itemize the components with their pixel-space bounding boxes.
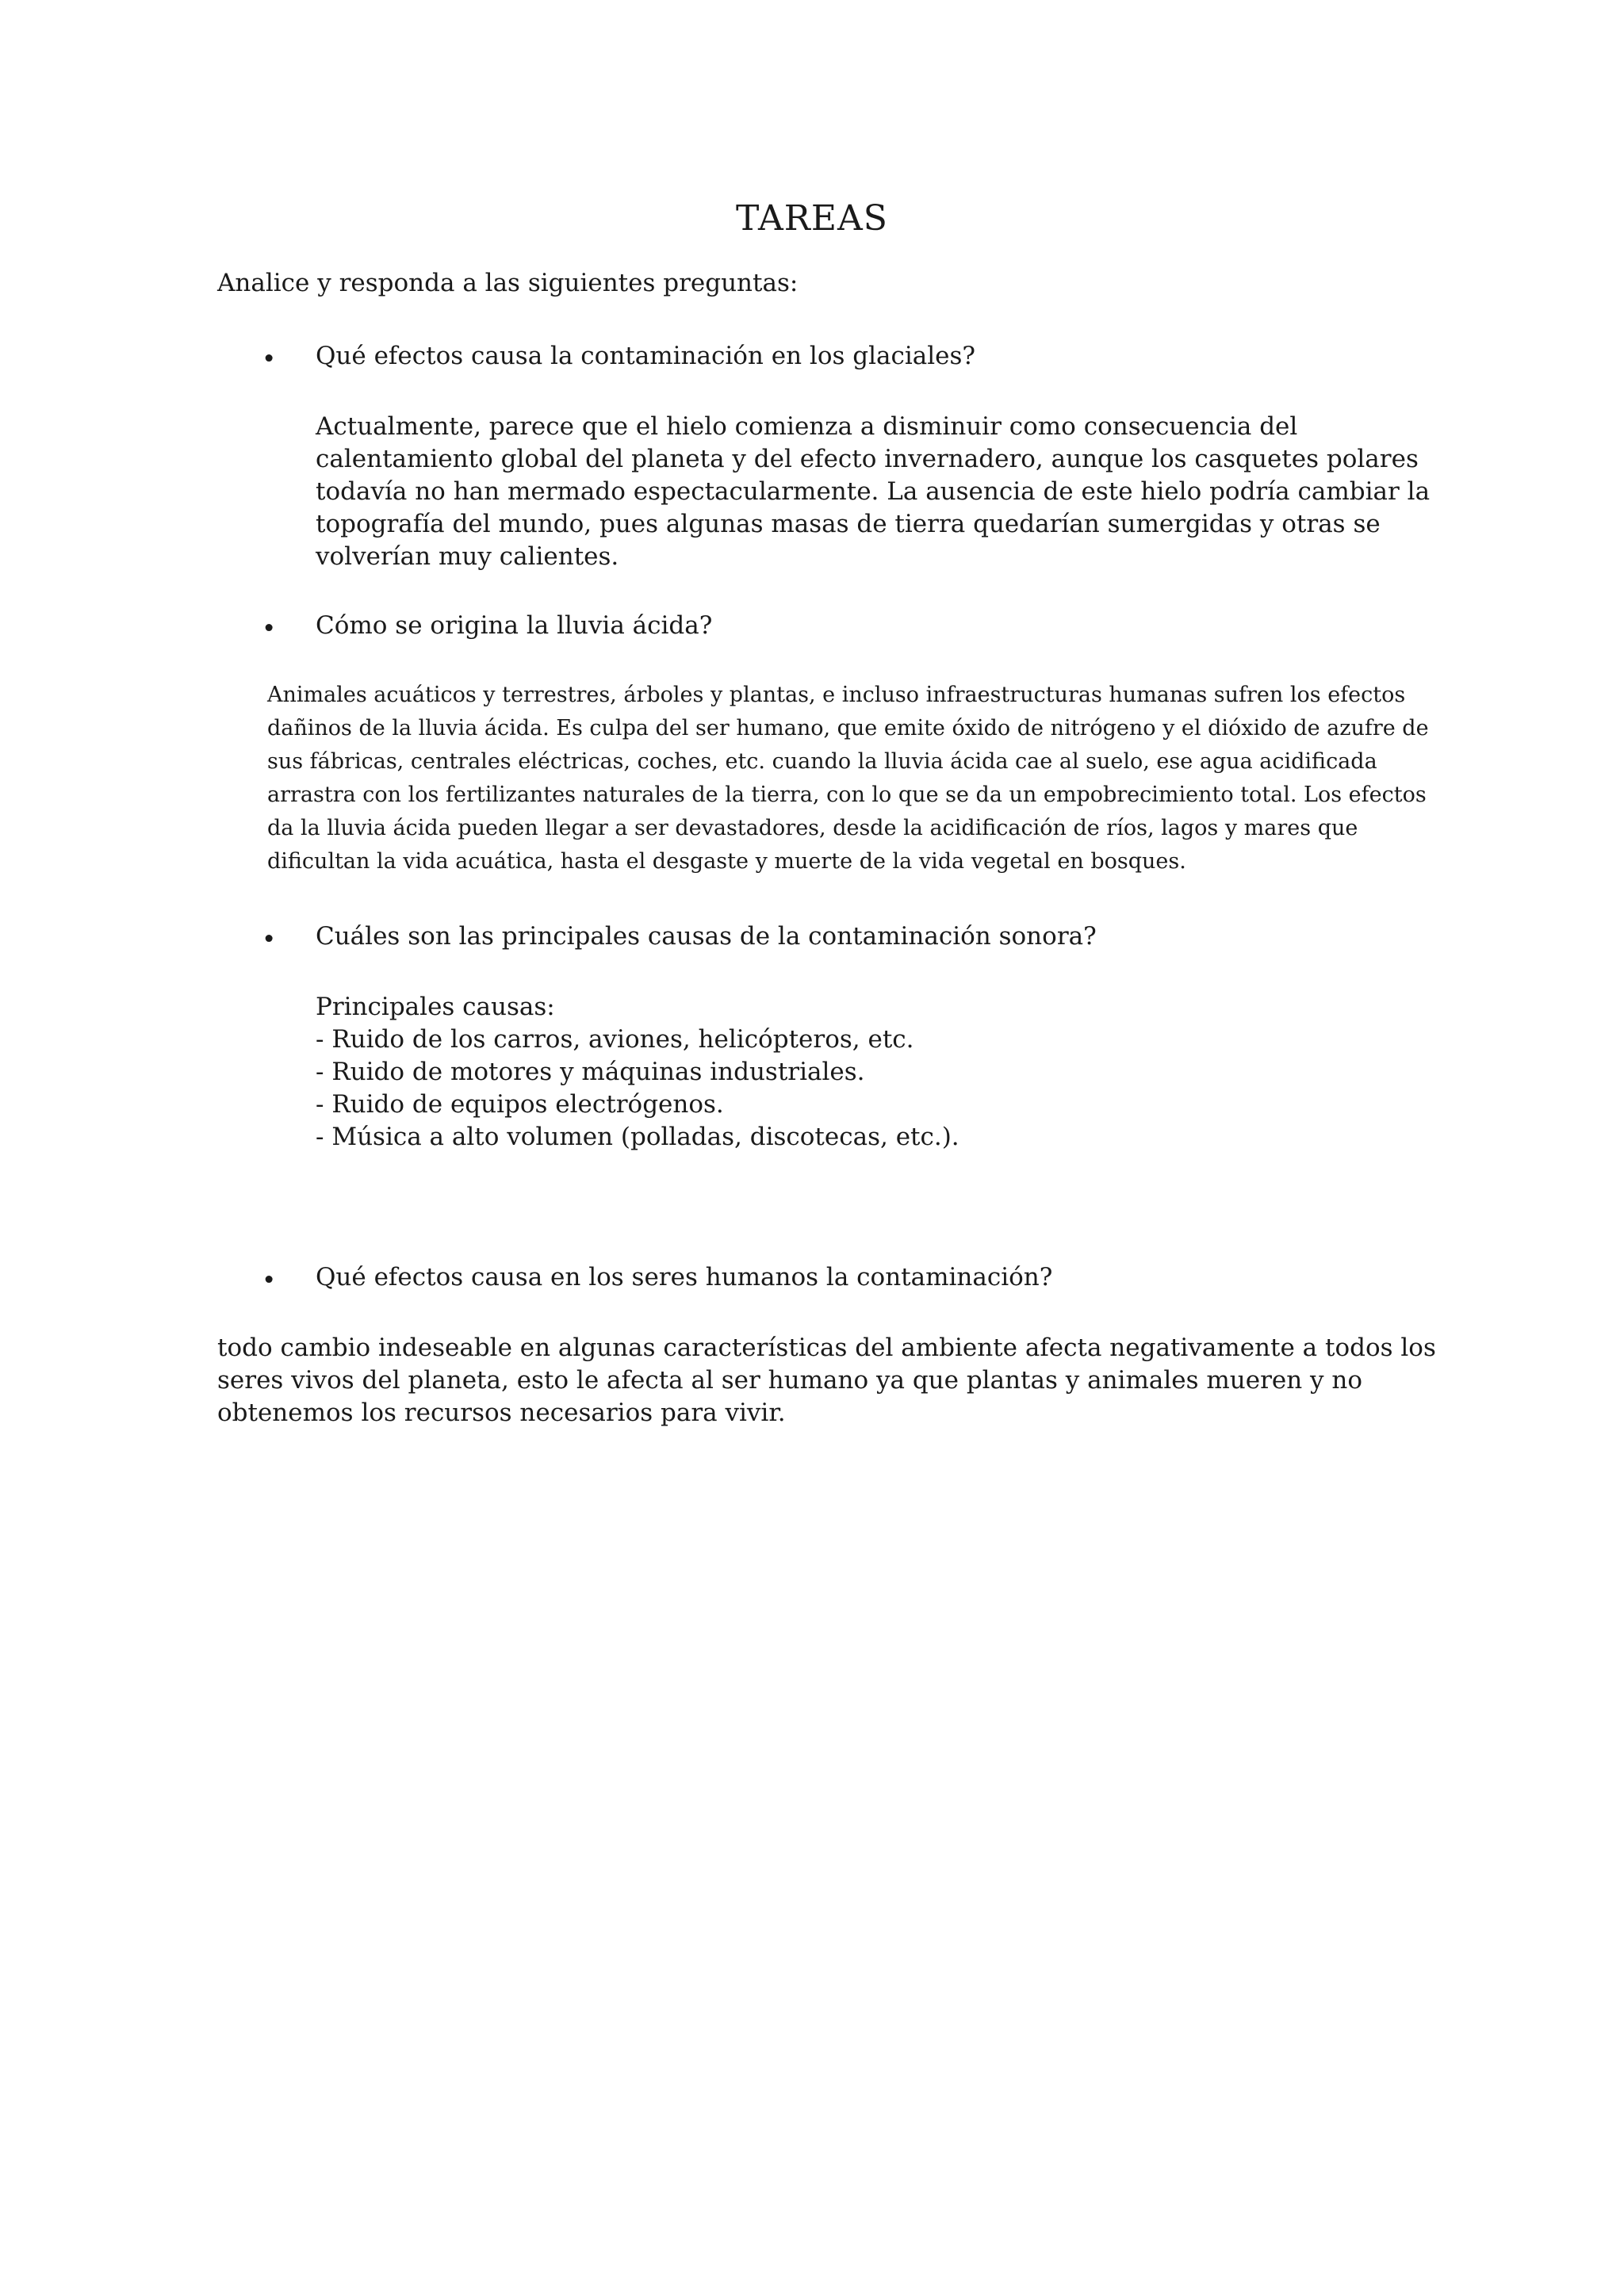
answer-line: todo cambio indeseable en algunas características del ambiente afecta negativamente a todos los [217, 1334, 1436, 1362]
answer-3 [316, 991, 1426, 1154]
answer-line: - Ruido de los carros, aviones, helicópteros, etc. [316, 1025, 914, 1054]
question-2: Cómo se origina la lluvia ácida? [316, 611, 713, 640]
answer-line: - Ruido de motores y máquinas industriales. [316, 1058, 865, 1086]
bullet-marker: • [262, 345, 277, 373]
question-1: Qué efectos causa la contaminación en los glaciales? [316, 342, 976, 370]
intro-text: Analice y responda a las siguientes preguntas: [217, 269, 799, 297]
answer-line: sus fábricas, centrales eléctricas, coches, etc. cuando la lluvia ácida cae al suelo, ese agua acidificada [267, 749, 1377, 774]
answer-1 [316, 411, 1431, 573]
page-title: TAREAS [736, 198, 888, 239]
answer-line: volverían muy calientes. [316, 542, 619, 571]
answer-line: seres vivos del planeta, esto le afecta al ser humano ya que plantas y animales mueren y no [217, 1366, 1363, 1395]
question-4: Qué efectos causa en los seres humanos la contaminación? [316, 1263, 1053, 1292]
answer-line: topografía del mundo, pues algunas masas de tierra quedarían sumergidas y otras se [316, 510, 1381, 538]
question-3: Cuáles son las principales causas de la contaminación sonora? [316, 922, 1097, 951]
bullet-marker: • [262, 1266, 277, 1295]
answer-2 [267, 679, 1429, 878]
answer-line: Actualmente, parece que el hielo comienza a disminuir como consecuencia del [316, 412, 1298, 441]
bullet-marker: • [262, 925, 277, 954]
answer-line: todavía no han mermado espectacularmente. La ausencia de este hielo podría cambiar la [316, 477, 1431, 506]
answer-line: - Música a alto volumen (polladas, discotecas, etc.). [316, 1123, 959, 1151]
answer-line: dificultan la vida acuática, hasta el desgaste y muerte de la vida vegetal en bosques. [267, 849, 1186, 874]
answer-line: - Ruido de equipos electrógenos. [316, 1090, 724, 1119]
answer-line: da la lluvia ácida pueden llegar a ser devastadores, desde la acidificación de ríos, lagos y mares que [267, 816, 1358, 840]
answer-line: calentamiento global del planeta y del efecto invernadero, aunque los casquetes polares [316, 445, 1419, 473]
answer-line: dañinos de la lluvia ácida. Es culpa del ser humano, que emite óxido de nitrógeno y el dióxido de azufre de [267, 716, 1429, 740]
answer-line: arrastra con los fertilizantes naturales de la tierra, con lo que se da un empobrecimiento total. Los efectos [267, 783, 1427, 807]
answer-line: obtenemos los recursos necesarios para vivir. [217, 1399, 786, 1427]
answer-4 [217, 1332, 1436, 1429]
answer-line: Animales acuáticos y terrestres, árboles y plantas, e incluso infraestructuras humanas sufren los efectos [267, 683, 1406, 707]
bullet-marker: • [262, 614, 277, 643]
answer-line: Principales causas: [316, 993, 555, 1021]
